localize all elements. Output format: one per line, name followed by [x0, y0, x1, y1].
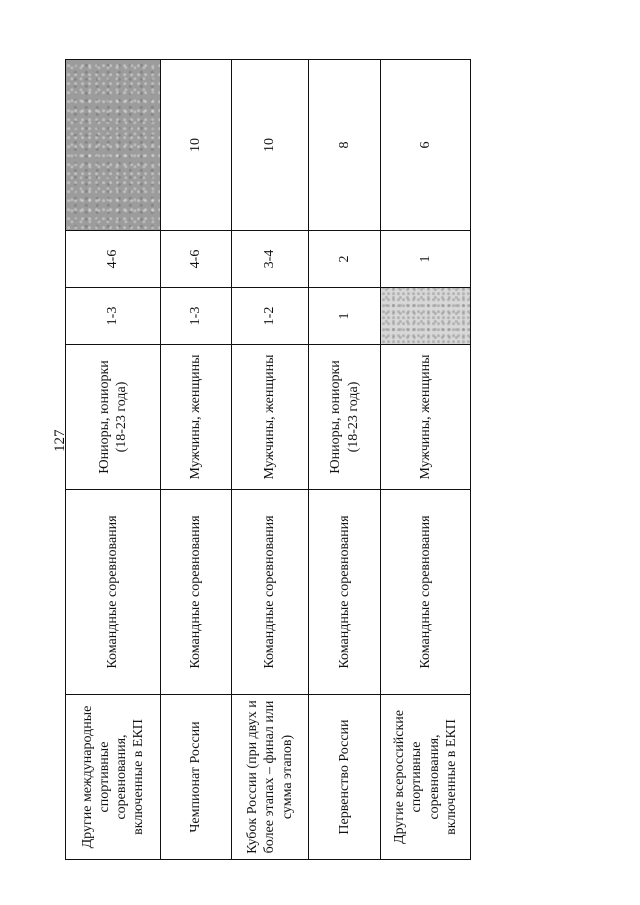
places-cell: 1-2: [232, 288, 309, 345]
competition-cell: Другие всероссийские спортивные соревнования, включенные в ЕКП: [381, 695, 471, 860]
group-cell: Юниоры, юниорки (18-23 года): [309, 345, 381, 490]
competition-cell: Другие международные спортивные соревнования, включенные в ЕКП: [66, 695, 161, 860]
count-cell-shaded: [66, 60, 161, 231]
count-cell: 6: [381, 60, 471, 231]
count-cell: 10: [161, 60, 232, 231]
discipline-cell: Командные соревнования: [381, 490, 471, 695]
competition-cell: Чемпионат России: [161, 695, 232, 860]
places2-cell: 1: [381, 231, 471, 288]
table-row: [309, 60, 381, 860]
competition-cell: Кубок России (при двух и более этапах – финал или сумма этапов): [232, 695, 309, 860]
table-container: [65, 60, 470, 860]
places2-cell: 4-6: [161, 231, 232, 288]
group-cell: Мужчины, женщины: [232, 345, 309, 490]
discipline-cell: Командные соревнования: [161, 490, 232, 695]
qualification-table: [65, 59, 471, 860]
group-cell: Юниоры, юниорки (18-23 года): [66, 345, 161, 490]
group-cell: Мужчины, женщины: [381, 345, 471, 490]
page-number: 127: [52, 429, 68, 452]
places2-cell: 2: [309, 231, 381, 288]
places-cell: 1-3: [66, 288, 161, 345]
places2-cell: 4-6: [66, 231, 161, 288]
table-row: [381, 60, 471, 860]
table-row: [232, 60, 309, 860]
count-cell: 10: [232, 60, 309, 231]
places-cell: 1: [309, 288, 381, 345]
competition-cell: Первенство России: [309, 695, 381, 860]
places-cell: 1-3: [161, 288, 232, 345]
count-cell: 8: [309, 60, 381, 231]
discipline-cell: Командные соревнования: [66, 490, 161, 695]
table-row: [66, 60, 161, 860]
discipline-cell: Командные соревнования: [232, 490, 309, 695]
group-cell: Мужчины, женщины: [161, 345, 232, 490]
places-cell-shaded: [381, 288, 471, 345]
places2-cell: 3-4: [232, 231, 309, 288]
discipline-cell: Командные соревнования: [309, 490, 381, 695]
table-row: [161, 60, 232, 860]
